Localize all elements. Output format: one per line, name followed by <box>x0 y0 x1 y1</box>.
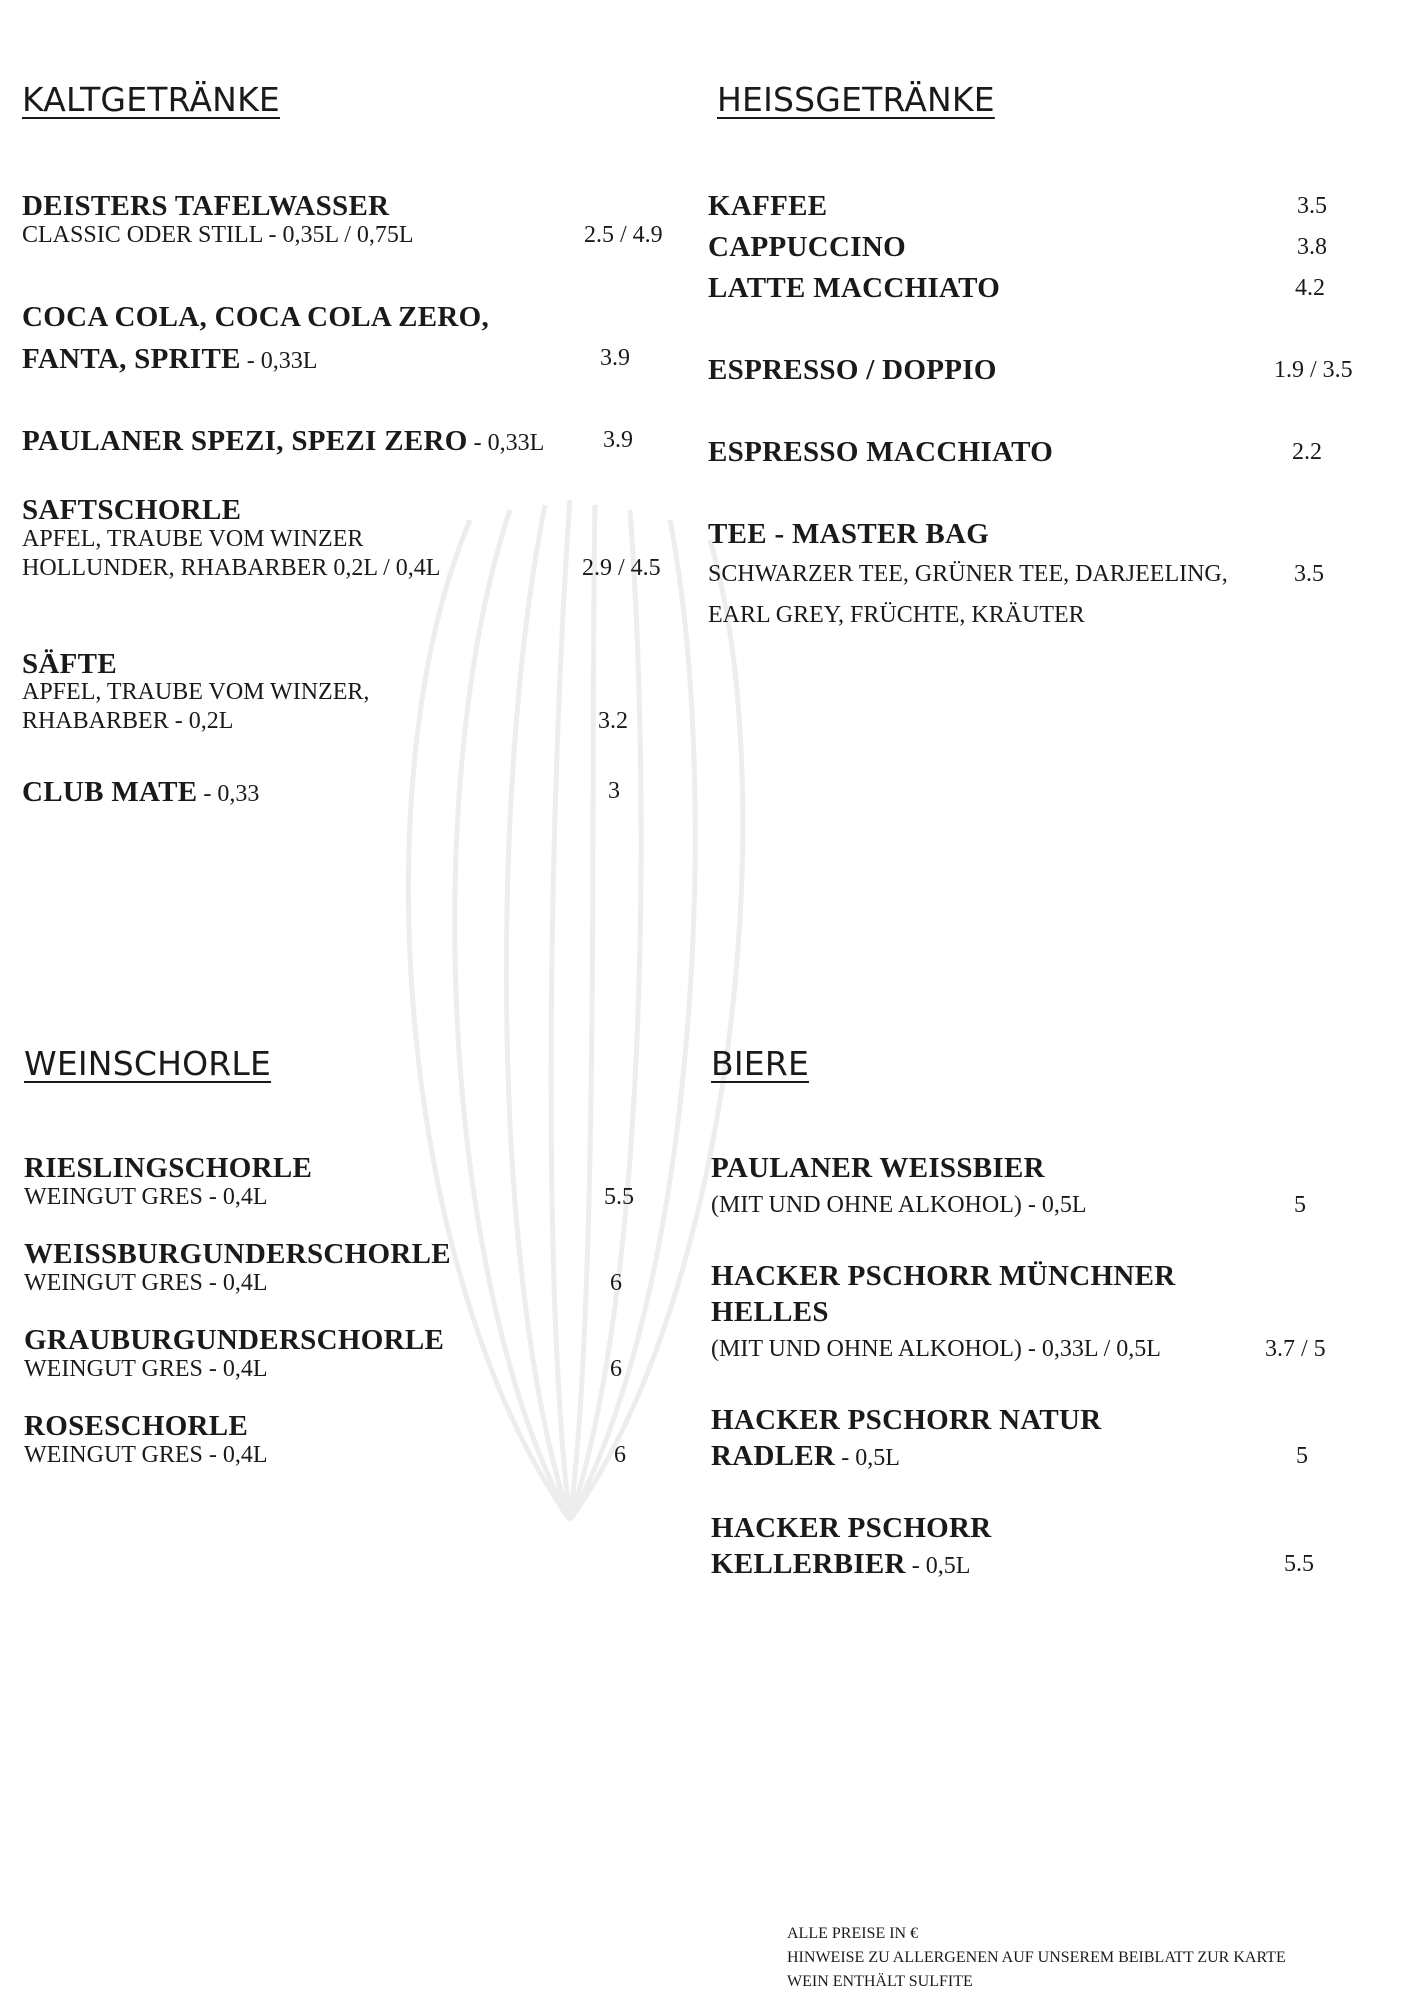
tee-desc2: EARL GREY, FRÜCHTE, KRÄUTER <box>708 602 1085 628</box>
deisters-name: DEISTERS TAFELWASSER <box>22 190 390 222</box>
weissbier-name: PAULANER WEISSBIER <box>711 1152 1045 1184</box>
deisters-desc: CLASSIC ODER STILL - 0,35L / 0,75L <box>22 222 414 248</box>
footer-currency: ALLE PREISE IN € <box>787 1925 919 1942</box>
rose-desc: WEINGUT GRES - 0,4L <box>24 1442 268 1468</box>
radler-name-2: RADLER <box>711 1440 836 1472</box>
coca-name-line1: COCA COLA, COCA COLA ZERO, <box>22 301 490 333</box>
footer-allergens: HINWEISE ZU ALLERGENEN AUF UNSEREM BEIBLATT ZUR KARTE <box>787 1949 1286 1966</box>
deisters-price: 2.5 / 4.9 <box>584 222 663 248</box>
weissbier-price: 5 <box>1294 1192 1306 1218</box>
helles-name-line2: HELLES <box>711 1296 829 1328</box>
footer-sulfites: WEIN ENTHÄLT SULFITE <box>787 1973 973 1990</box>
saftschorle-name: SAFTSCHORLE <box>22 494 242 526</box>
spezi-line <box>22 425 544 458</box>
keller-line2 <box>711 1548 970 1581</box>
helles-desc: (MIT UND OHNE ALKOHOL) - 0,33L / 0,5L <box>711 1336 1161 1362</box>
spezi-price: 3.9 <box>603 427 633 453</box>
coca-name-2: FANTA, SPRITE <box>22 343 241 375</box>
whisk-watermark <box>360 480 780 1540</box>
keller-size: - 0,5L <box>905 1553 971 1579</box>
saefte-desc2: RHABARBER - 0,2L <box>22 708 234 734</box>
heiss-heading: HEISSGETRÄNKE <box>717 80 995 119</box>
keller-price: 5.5 <box>1284 1551 1314 1577</box>
cappuccino-price: 3.8 <box>1297 234 1327 260</box>
saefte-desc1: APFEL, TRAUBE VOM WINZER, <box>22 679 370 705</box>
weissburgunder-name: WEISSBURGUNDERSCHORLE <box>24 1238 451 1270</box>
coca-size: - 0,33L <box>240 348 318 374</box>
kaffee-name: KAFFEE <box>708 190 828 222</box>
radler-price: 5 <box>1296 1443 1308 1469</box>
rose-price: 6 <box>614 1442 626 1468</box>
grauburgunder-price: 6 <box>610 1356 622 1382</box>
saftschorle-desc2: HOLLUNDER, RHABARBER 0,2L / 0,4L <box>22 555 441 581</box>
coca-price: 3.9 <box>600 345 630 371</box>
rose-name: ROSESCHORLE <box>24 1410 249 1442</box>
radler-name-line1: HACKER PSCHORR NATUR <box>711 1404 1102 1436</box>
weissburgunder-price: 6 <box>610 1270 622 1296</box>
mate-size: - 0,33 <box>197 781 260 807</box>
radler-size: - 0,5L <box>835 1445 900 1471</box>
weissburgunder-desc: WEINGUT GRES - 0,4L <box>24 1270 268 1296</box>
spezi-size: - 0,33L <box>467 430 545 456</box>
latte-name: LATTE MACCHIATO <box>708 272 1001 304</box>
kaffee-price: 3.5 <box>1297 193 1327 219</box>
saftschorle-price: 2.9 / 4.5 <box>582 555 661 581</box>
tee-desc1: SCHWARZER TEE, GRÜNER TEE, DARJEELING, <box>708 561 1228 587</box>
spezi-name: PAULANER SPEZI, SPEZI ZERO <box>22 425 468 457</box>
saftschorle-desc1: APFEL, TRAUBE VOM WINZER <box>22 526 364 552</box>
mate-line <box>22 776 259 809</box>
cappuccino-name: CAPPUCCINO <box>708 231 906 263</box>
weissbier-desc: (MIT UND OHNE ALKOHOL) - 0,5L <box>711 1192 1087 1218</box>
latte-price: 4.2 <box>1295 275 1325 301</box>
wein-heading: WEINSCHORLE <box>24 1044 272 1083</box>
helles-name-line1: HACKER PSCHORR MÜNCHNER <box>711 1260 1176 1292</box>
espresso-name: ESPRESSO / DOPPIO <box>708 354 997 386</box>
mate-name: CLUB MATE <box>22 776 198 808</box>
saefte-price: 3.2 <box>598 708 628 734</box>
espresso-price: 1.9 / 3.5 <box>1274 357 1353 383</box>
riesling-name: RIESLINGSCHORLE <box>24 1152 313 1184</box>
biere-heading: BIERE <box>711 1044 810 1083</box>
tee-price: 3.5 <box>1294 561 1324 587</box>
espresso-macchiato-price: 2.2 <box>1292 439 1322 465</box>
helles-price: 3.7 / 5 <box>1265 1336 1326 1362</box>
radler-line2 <box>711 1440 900 1473</box>
keller-name-line1: HACKER PSCHORR <box>711 1512 992 1544</box>
espresso-macchiato-name: ESPRESSO MACCHIATO <box>708 436 1054 468</box>
grauburgunder-name: GRAUBURGUNDERSCHORLE <box>24 1324 445 1356</box>
riesling-desc: WEINGUT GRES - 0,4L <box>24 1184 268 1210</box>
riesling-price: 5.5 <box>604 1184 634 1210</box>
grauburgunder-desc: WEINGUT GRES - 0,4L <box>24 1356 268 1382</box>
kalt-heading: KALTGETRÄNKE <box>22 80 280 119</box>
coca-name-line2 <box>22 343 317 376</box>
tee-name: TEE - MASTER BAG <box>708 518 990 550</box>
keller-name-2: KELLERBIER <box>711 1548 906 1580</box>
mate-price: 3 <box>608 778 620 804</box>
saefte-name: SÄFTE <box>22 648 117 680</box>
